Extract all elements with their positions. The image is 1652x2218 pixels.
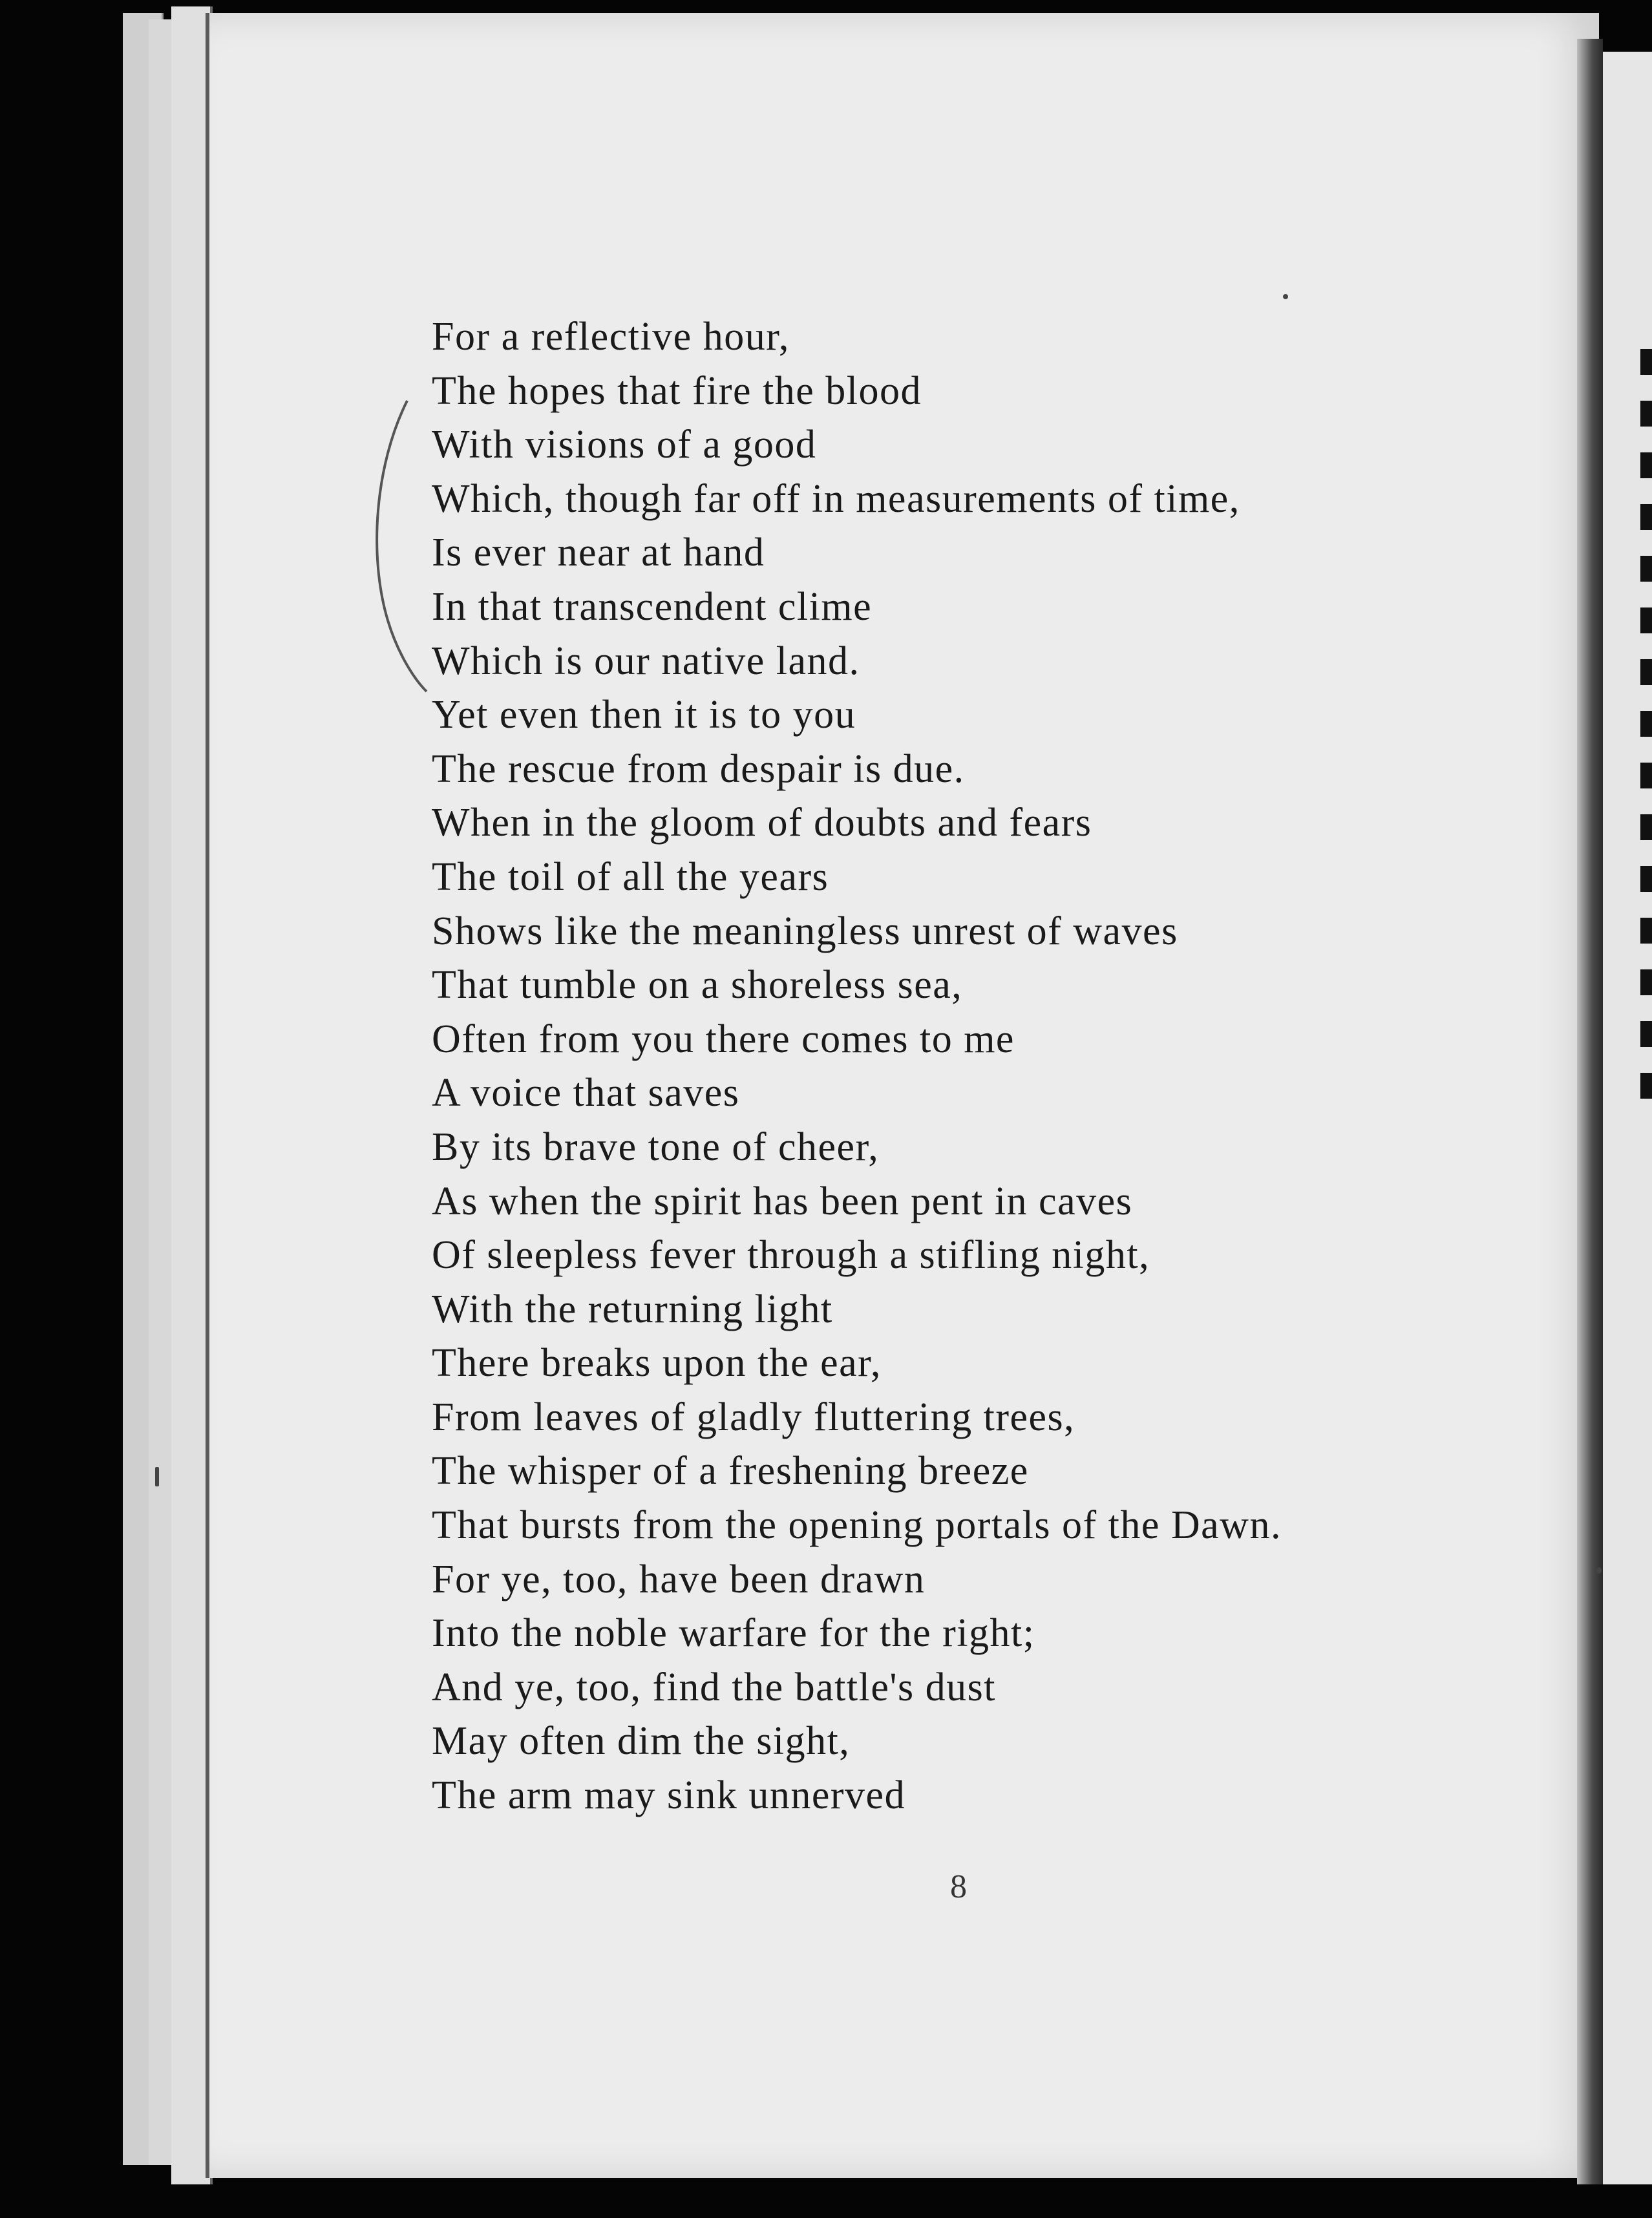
facing-page-glyph (1640, 711, 1652, 737)
poem-line: Which, though far off in measurements of time, (432, 476, 1240, 521)
poem-line: The arm may sink unnerved (432, 1773, 906, 1818)
scan-speck (1283, 294, 1288, 299)
poem-line: Is ever near at hand (432, 531, 765, 575)
poem-line: That tumble on a shoreless sea, (432, 963, 963, 1008)
poem-line: The whisper of a freshening breeze (432, 1449, 1029, 1494)
facing-page-glyph (1640, 607, 1652, 633)
poem-line: There breaks upon the ear, (432, 1341, 882, 1386)
scan-speck (155, 1467, 159, 1486)
poem-line: The toil of all the years (432, 854, 829, 899)
poem-line: From leaves of gladly fluttering trees, (432, 1395, 1075, 1439)
poem-line: Often from you there comes to me (432, 1017, 1015, 1061)
poem-line: When in the gloom of doubts and fears (432, 801, 1092, 845)
facing-page-glyph (1640, 763, 1652, 788)
poem-line: And ye, too, find the battle's dust (432, 1665, 997, 1709)
poem-text (432, 310, 1282, 1823)
poem-line: The rescue from despair is due. (432, 746, 965, 791)
facing-page-glyph (1640, 814, 1652, 840)
poem-line: For ye, too, have been drawn (432, 1557, 926, 1601)
poem-line: With the returning light (432, 1287, 833, 1331)
facing-page-glyph (1640, 401, 1652, 427)
facing-page-glyph (1640, 866, 1652, 892)
poem-line: That bursts from the opening portals of the Dawn. (432, 1503, 1282, 1548)
poem-line: With visions of a good (432, 423, 817, 467)
poem-line: Shows like the meaningless unrest of waves (432, 909, 1178, 953)
facing-page-glyph (1640, 969, 1652, 995)
facing-page-glyph (1640, 349, 1652, 375)
poem-line: As when the spirit has been pent in caves (432, 1179, 1133, 1223)
poem-line: For a reflective hour, (432, 315, 790, 359)
poem-line: A voice that saves (432, 1071, 740, 1115)
poem-line: In that transcendent clime (432, 584, 873, 629)
poem-line: Of sleepless fever through a stifling night, (432, 1233, 1150, 1278)
facing-page-glyph (1640, 452, 1652, 478)
scan-speck (1596, 1567, 1602, 1574)
pencil-bracket-mark (362, 388, 439, 698)
facing-page-glyph (1640, 1073, 1652, 1099)
poem-line: Which is our native land. (432, 639, 860, 683)
page-number: 8 (950, 1868, 967, 1905)
facing-page-glyph (1640, 556, 1652, 582)
facing-page-glyph (1640, 918, 1652, 944)
poem-line: Into the noble warfare for the right; (432, 1611, 1035, 1656)
poem-line: Yet even then it is to you (432, 693, 856, 737)
poem-line: The hopes that fire the blood (432, 368, 922, 413)
book-gutter (1577, 39, 1603, 2184)
facing-page-glyph (1640, 1021, 1652, 1047)
poem-line: May often dim the sight, (432, 1719, 851, 1764)
facing-page-glyph (1640, 504, 1652, 530)
poem-line: By its brave tone of cheer, (432, 1125, 880, 1169)
facing-page-glyph (1640, 659, 1652, 685)
